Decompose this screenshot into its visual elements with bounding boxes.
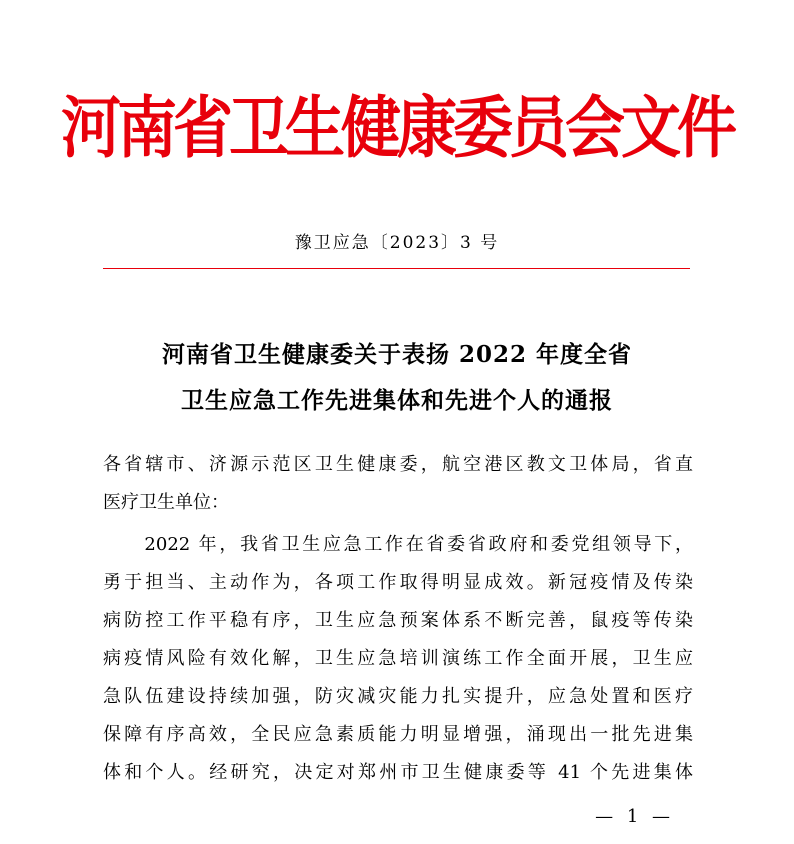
paragraph-line: 急队伍建设持续加强，防灾减灾能力扎实提升，应急处置和医疗 <box>103 686 693 707</box>
red-divider-line <box>103 268 690 269</box>
paragraph-line: 2022 年，我省卫生应急工作在省委省政府和委党组领导下， <box>103 534 693 555</box>
salutation-line-1: 各省辖市、济源示范区卫生健康委，航空港区教文卫体局，省直 <box>103 454 693 475</box>
masthead-title: 河南省卫生健康委员会文件 <box>61 89 733 168</box>
paragraph-line: 勇于担当、主动作为，各项工作取得明显成效。新冠疫情及传染 <box>103 572 693 593</box>
document-title-line-2: 卫生应急工作先进集体和先进个人的通报 <box>181 387 613 414</box>
paragraph-line: 体和个人。经研究，决定对郑州市卫生健康委等 41 个先进集体 <box>103 762 693 783</box>
salutation-line-2: 医疗卫生单位： <box>103 492 229 513</box>
paragraph-line: 保障有序高效，全民应急素质能力明显增强，涌现出一批先进集 <box>103 724 693 745</box>
document-title-line-1: 河南省卫生健康委关于表扬 2022 年度全省 <box>161 341 633 368</box>
document-number: 豫卫应急〔2023〕3 号 <box>294 233 500 253</box>
paragraph-line: 病防控工作平稳有序，卫生应急预案体系不断完善，鼠疫等传染 <box>103 610 693 631</box>
page-number: — 1 — <box>595 806 674 827</box>
paragraph-line: 病疫情风险有效化解，卫生应急培训演练工作全面开展，卫生应 <box>103 648 693 669</box>
